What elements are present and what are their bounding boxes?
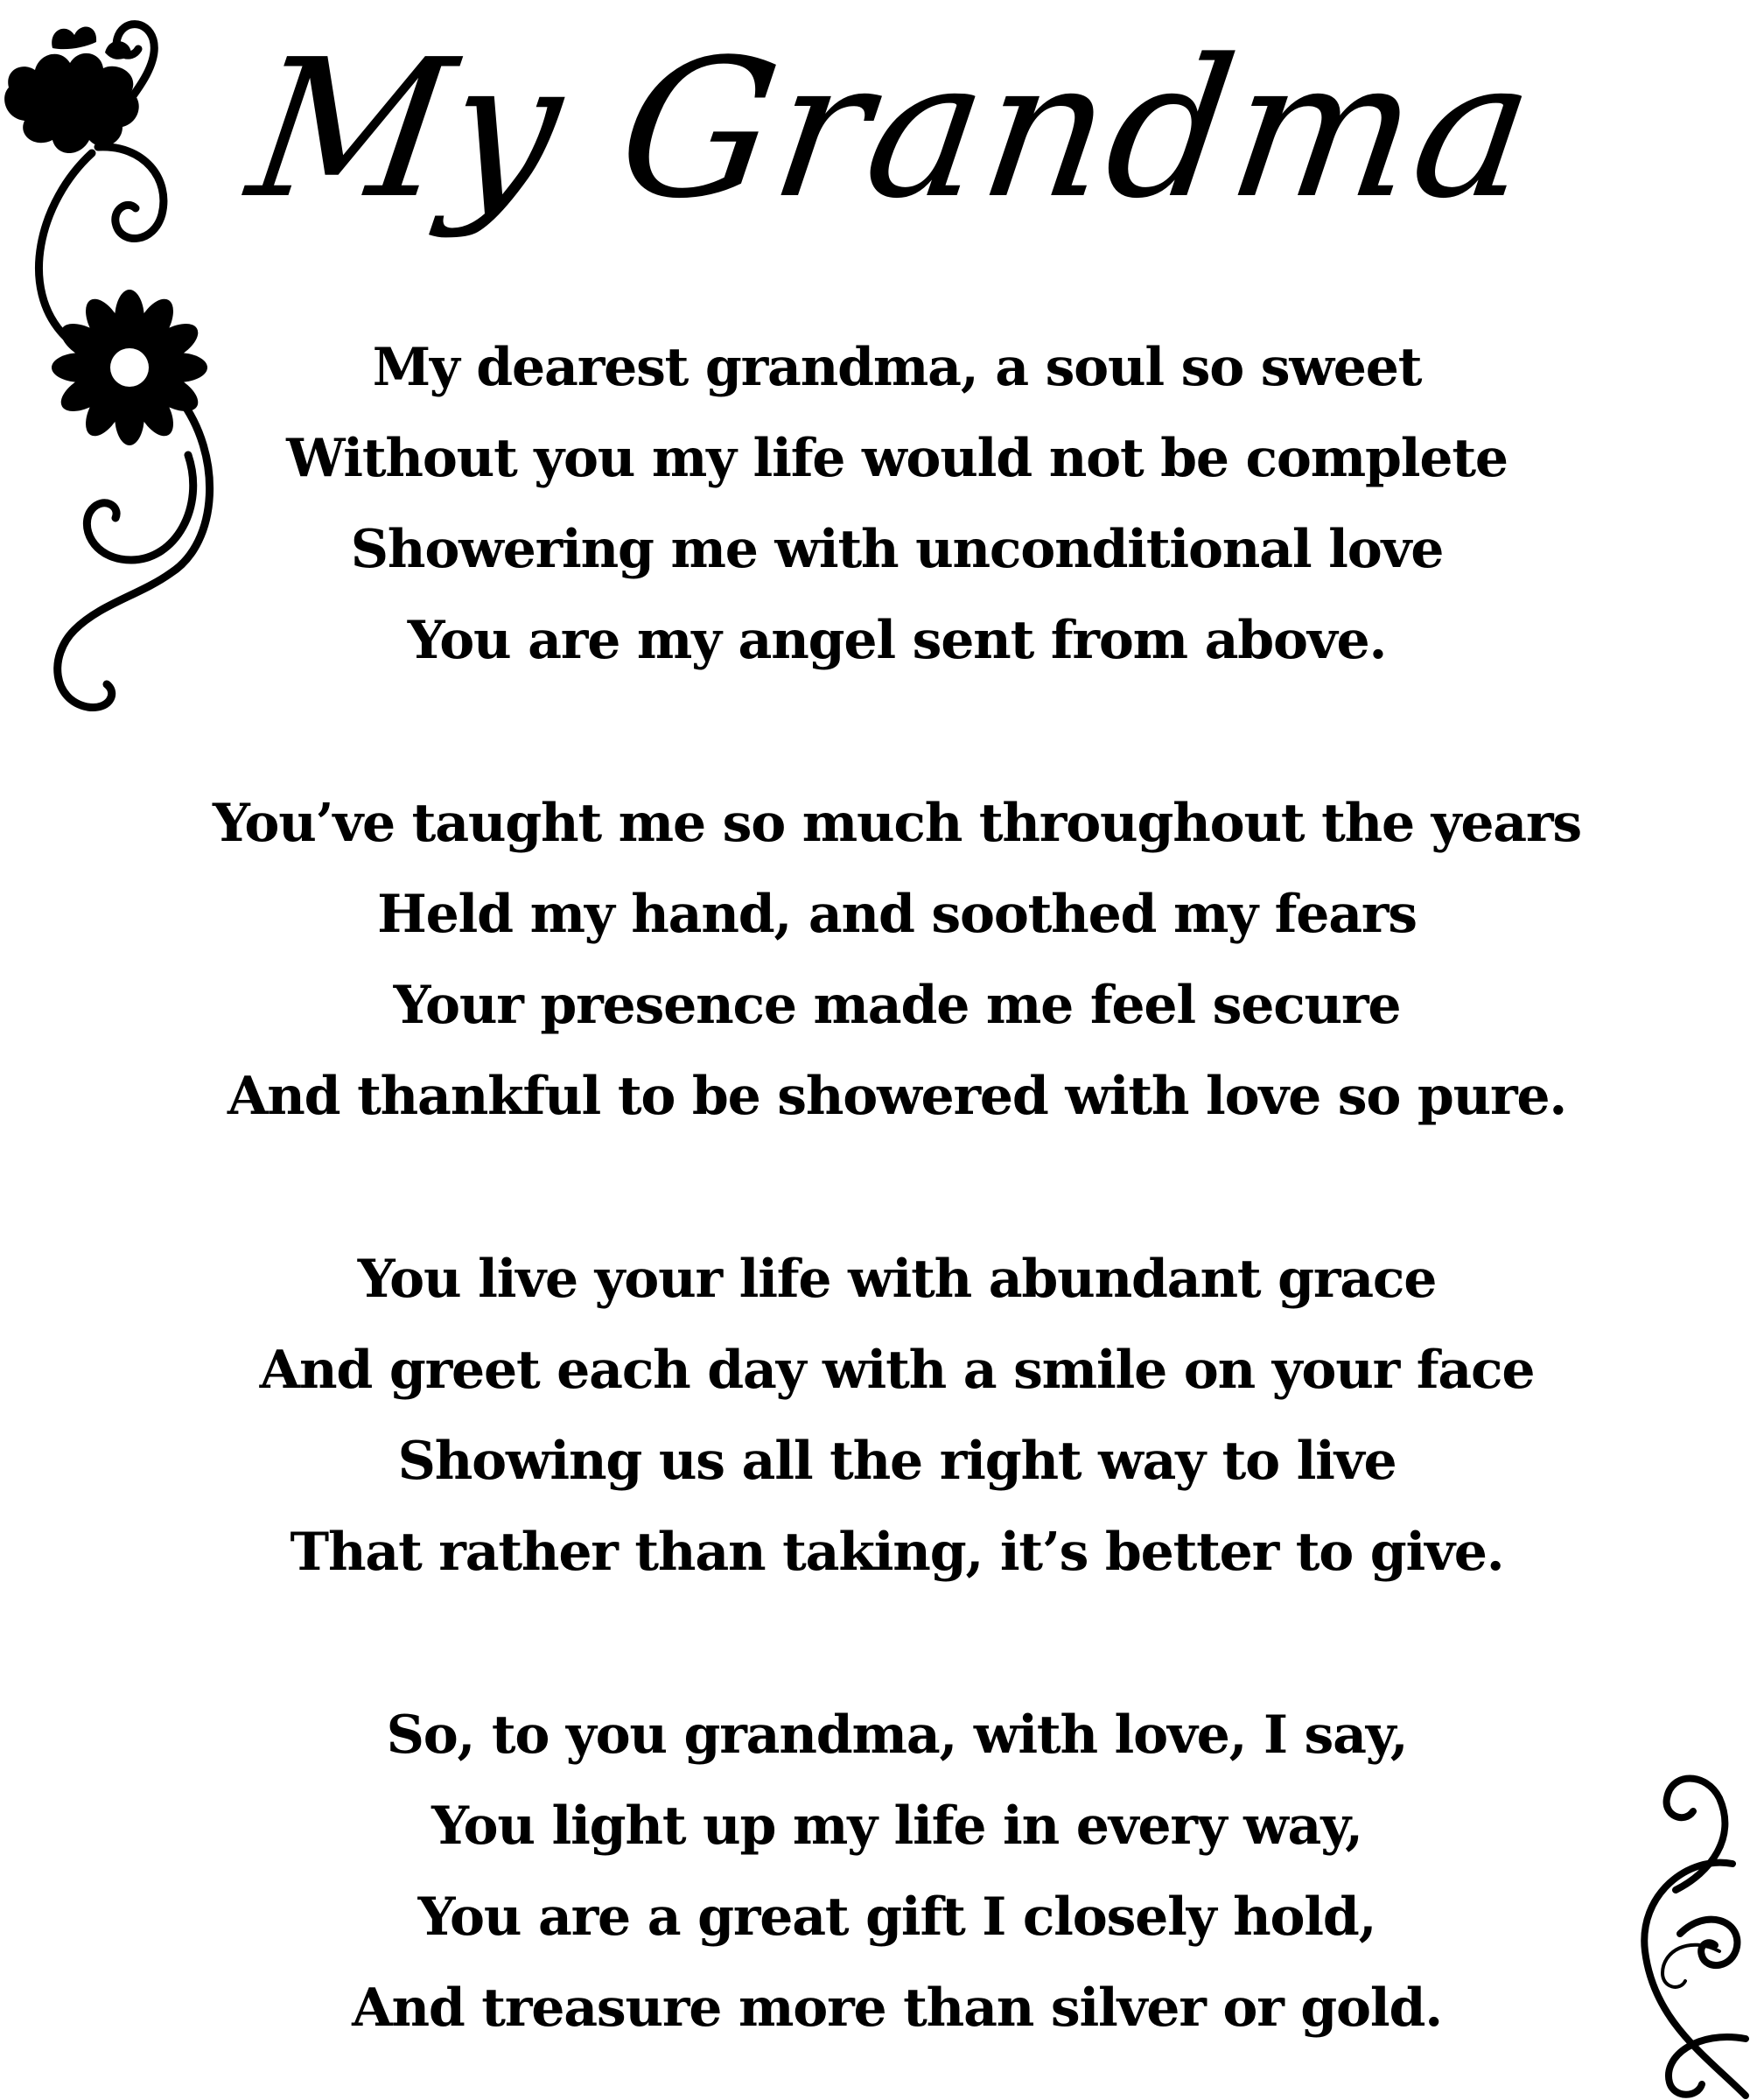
poem-line: That rather than taking, it’s better to give.	[290, 1522, 1504, 1583]
poem-line: You are a great gift I closely hold,	[417, 1886, 1376, 1948]
poem-line: You live your life with abundant grace	[357, 1249, 1437, 1310]
poem-line: Showing us all the right way to live	[397, 1431, 1396, 1492]
poem-line: You light up my life in every way,	[431, 1796, 1362, 1857]
poem-line: Held my hand, and soothed my fears	[377, 884, 1417, 945]
stanza-1	[192, 322, 1601, 686]
poem-line: And greet each day with a smile on your face	[259, 1340, 1535, 1401]
swirl-flourish-icon	[1558, 1732, 1750, 2100]
poem-line: And thankful to be showered with love so pure.	[227, 1066, 1567, 1127]
poem-line: So, to you grandma, with love, I say,	[386, 1704, 1408, 1766]
poem-line: You are my angel sent from above.	[407, 610, 1387, 671]
poem-body	[192, 322, 1601, 2054]
stanza-2	[192, 778, 1601, 1142]
poem-line: My dearest grandma, a soul so sweet	[372, 337, 1422, 398]
poem-line: You’ve taught me so much throughout the years	[213, 793, 1581, 854]
poem-line: Showering me with unconditional love	[350, 519, 1444, 580]
poem-title: My Grandma	[237, 19, 1548, 241]
stanza-3	[192, 1234, 1601, 1598]
poem-line: Without you my life would not be complete	[286, 428, 1508, 489]
poem-line: And treasure more than silver or gold.	[352, 1978, 1442, 2039]
stanza-4	[192, 1690, 1601, 2054]
poem-line: Your presence made me feel secure	[393, 975, 1401, 1036]
